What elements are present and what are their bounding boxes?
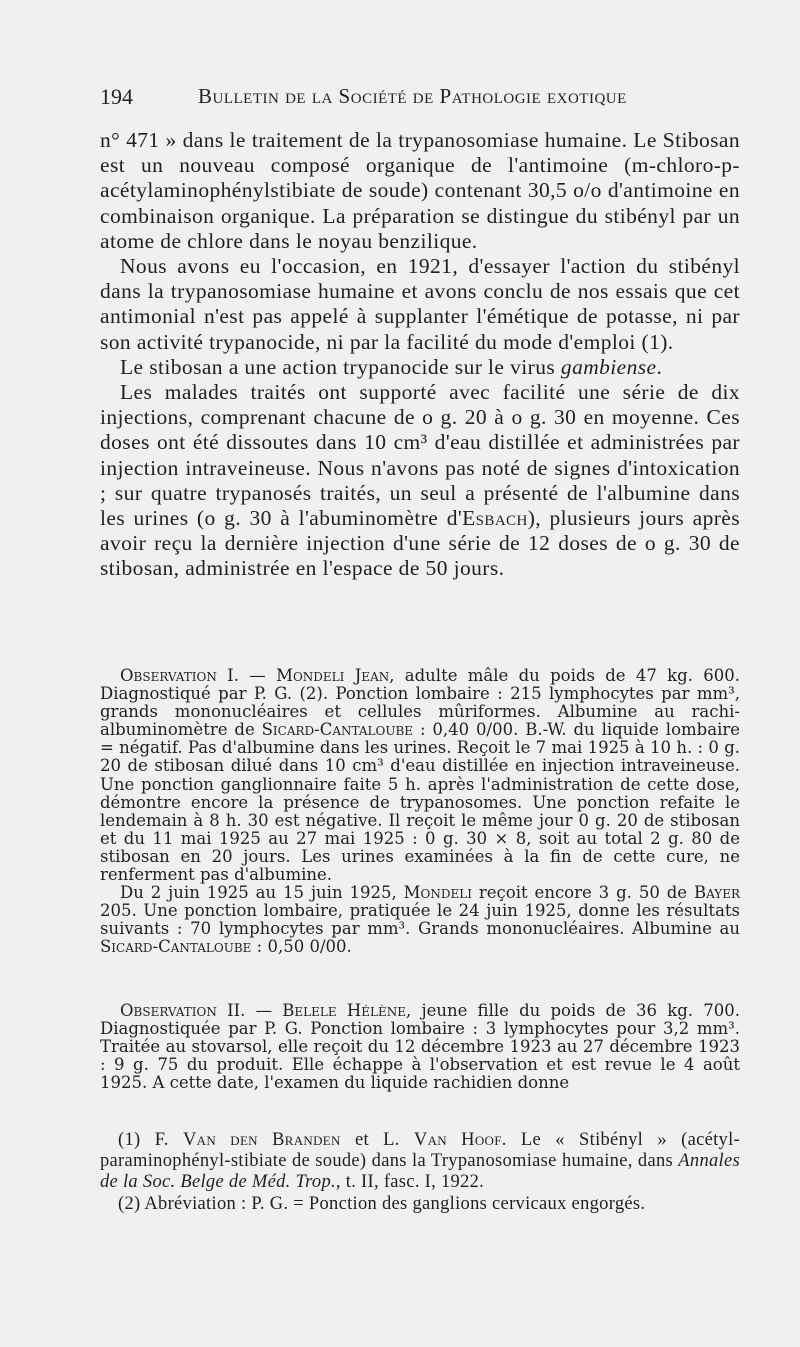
sicard-name-2: Sicard-Cantaloube <box>100 937 252 957</box>
fn1-c: . Le « Stibényl » (acétyl-paraminophényl-stibiate de soude) dans la Trypanosomiase humaine, dans <box>100 1130 741 1172</box>
sicard-name: Sicard-Cantaloube <box>261 720 414 740</box>
observation-1-p1: Observation I. — Mondeli Jean, adulte mâle du poids de 47 kg. 600. Diagnostiqué par P. G. (2). Ponction lombaire : 215 lymphocytes par mm³, grands mononucléaires et cellules mûriformes. Albumine au rachi-albuminomètre de Sicard-Cantaloube : 0,40 0/00. B.-W. du liquide lombaire = négatif. Pas d'albumine dans les urines. Reçoit le 7 mai 1925 à 10 h. : 0 g. 20 de stibosan dilué dans 10 cm³ d'eau distillée en injection intraveineuse. Une ponction ganglionnaire faite 5 h. après l'administration de cette dose, démontre encore la présence de trypanosomes. Une ponction refaite le lendemain à 8 h. 30 est négative. Il reçoit le même jour 0 g. 20 de stibosan et du 11 mai 1925 au 27 mai 1925 : 0 g. 30 × 8, soit au total 2 g. 80 de stibosan en 20 jours. Les urines examinées à la fin de cette cure, ne renferment pas d'albumine. <box>100 666 740 885</box>
obs1-p2-a: Du 2 juin 1925 au 15 juin 1925, <box>120 883 404 903</box>
observation-2-label: Observation II. <box>120 1001 246 1020</box>
page-header <box>100 84 742 114</box>
fn1-b: et L. <box>340 1130 414 1150</box>
obs1-text1: , adulte mâle du poids de 47 kg. 600. Diagnostiqué par P. G. (2). Ponction lombaire : 215 lymphocytes par mm³, grands mononucléaires et cellules mûriformes. Albumine au rachi-albuminomètre de <box>100 666 740 740</box>
bayer-name: Bayer <box>693 883 740 903</box>
p4-text: Les malades traités ont supporté avec facilité une série de dix injections, comprenant chacune de o g. 20 à o g. 30 en moyenne. Ces doses ont été dissoutes dans 10 cm³ d'eau distillée et administrées par injection intraveineuse. Nous n'avons pas noté de signes d'intoxication ; sur quatre trypanosés traités, un seul a présenté de l'albumine dans les urines (o g. 30 à l'abuminomètre d' <box>100 380 740 531</box>
paragraph-1: n° 471 » dans le traitement de la trypanosomiase humaine. Le Stibosan est un nouveau composé organique de l'antimoine (m-chloro-p-acétylaminophénylstibiate de soude) contenant 30,5 o/o d'antimoine en combinaison organique. La préparation se distingue du stibényl par un atome de chlore dans le noyau benzilique. <box>100 128 740 253</box>
footnote-1 <box>100 1130 740 1194</box>
fn1-d: , t. II, fasc. I, 1922. <box>335 1172 485 1193</box>
observation-2 <box>100 1002 740 1092</box>
footnote-2: (2) Abréviation : P. G. = Ponction des ganglions cervicaux engorgés. <box>118 1193 646 1214</box>
esbach-name: Esbach <box>462 506 528 531</box>
p3-text: Le stibosan a une action trypanocide sur le virus <box>120 354 561 379</box>
fn1-a: (1) F. <box>118 1130 183 1150</box>
fn1-author1: Van den Branden <box>182 1130 341 1150</box>
obs1-p2-c: 205. Une ponction lombaire, pratiquée le 24 juin 1925, donne les résultats suivants : 70 lymphocytes par mm³. Grands mononucléaires. Albumine au <box>100 901 740 939</box>
patient-name: Mondeli Jean <box>276 666 390 685</box>
paragraph-2: Nous avons eu l'occasion, en 1921, d'essayer l'action du stibényl dans la trypanosomiase humaine et avons conclu de nos essais que cet antimonial n'est pas appelé à supplanter l'émétique de potasse, ni par son activité trypanocide, ni par la facilité du mode d'emploi (1). <box>100 254 740 354</box>
obs1-p2-b: reçoit encore 3 g. 50 de <box>471 883 694 903</box>
fn1-author2: Van Hoof <box>413 1130 502 1150</box>
fn1-journal: Annales de la Soc. Belge de Méd. Trop. <box>100 1151 740 1193</box>
patient-name-3: Belele Hélène <box>282 1001 406 1020</box>
p4-end: ), plusieurs jours après avoir reçu la dernière injection d'une série de 12 doses de o g. 30 de stibosan, administrée en l'espace de 50 jours. <box>100 506 740 581</box>
footnotes <box>100 1130 740 1215</box>
observation-1-label: Observation I. <box>120 666 239 685</box>
patient-name-2: Mondeli <box>403 883 472 903</box>
obs1-p2-d: : 0,50 0/00. <box>251 937 352 957</box>
obs2-text: , jeune fille du poids de 36 kg. 700. Diagnostiquée par P. G. Ponction lombaire : 3 lymphocytes pour 3,2 mm³. Traitée au stovarsol, elle reçoit du 12 décembre 1923 au 27 décembre 1923 : 9 g. 75 du produit. Elle échappe à l'observation et est revue le 4 août 1925. A cette date, l'examen du liquide rachidien donne <box>100 1001 740 1093</box>
paragraph-3 <box>100 355 740 380</box>
running-title: Bulletin de la Société de Pathologie exotique <box>198 84 627 108</box>
p3-end: . <box>656 354 663 379</box>
observation-1 <box>100 667 740 957</box>
observation-1-p2 <box>100 884 740 956</box>
paragraph-4 <box>100 380 740 582</box>
page-number: 194 <box>100 84 133 109</box>
obs1-text2: : 0,40 0/00. B.-W. du liquide lombaire = négatif. Pas d'albumine dans les urines. Reçoit le 7 mai 1925 à 10 h. : 0 g. 20 de stibosan dilué dans 10 cm³ d'eau distillée en injection intraveineuse. Une ponction ganglionnaire faite 5 h. après l'administration de cette dose, démontre encore la présence de trypanosomes. Une ponction refaite le lendemain à 8 h. 30 est négative. Il reçoit le même jour 0 g. 20 de stibosan et du 11 mai 1925 au 27 mai 1925 : 0 g. 30 × 8, soit au total 2 g. 80 de stibosan en 20 jours. Les urines examinées à la fin de cette cure, ne renferment pas d'albumine. <box>100 720 740 885</box>
observation-2-p1: Observation II. — Belele Hélène, jeune fille du poids de 36 kg. 700. Diagnostiquée par P. G. Ponction lombaire : 3 lymphocytes pour 3,2 mm³. Traitée au stovarsol, elle reçoit du 12 décembre 1923 au 27 décembre 1923 : 9 g. 75 du produit. Elle échappe à l'observation et est revue le 4 août 1925. A cette date, l'examen du liquide rachidien donne <box>100 1001 740 1093</box>
main-text <box>100 128 740 582</box>
virus-name: gambiense <box>560 354 657 379</box>
